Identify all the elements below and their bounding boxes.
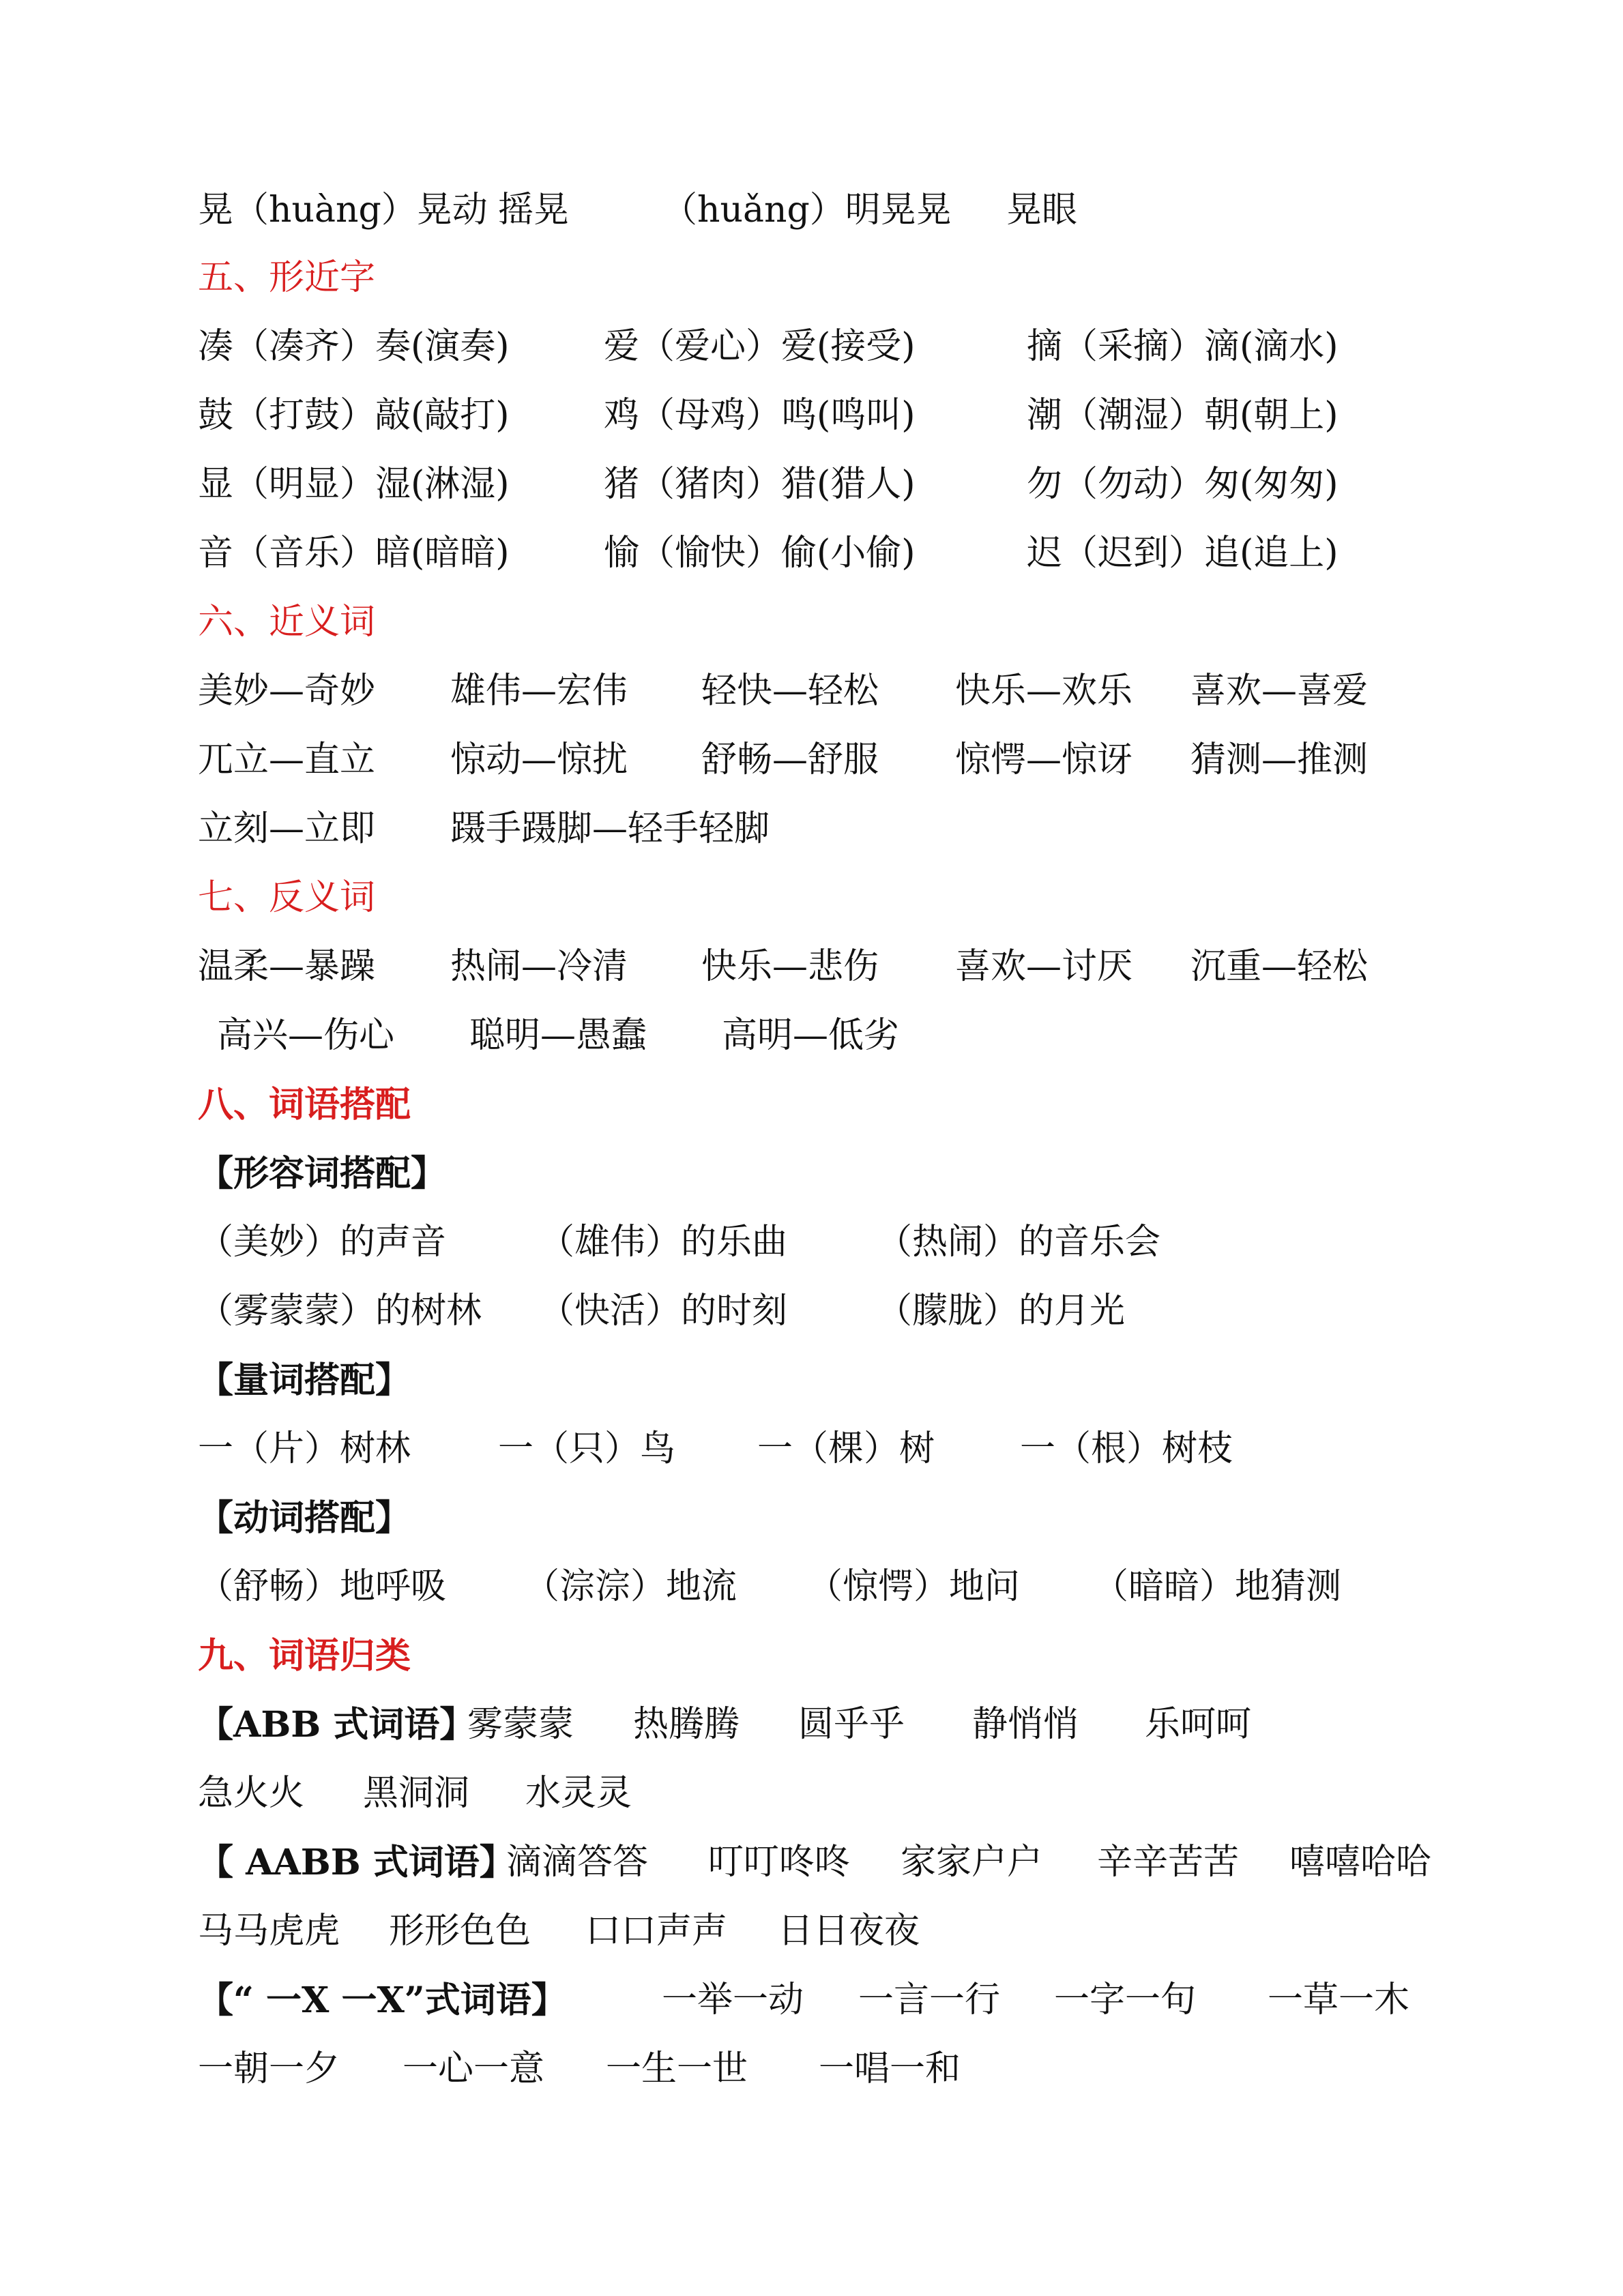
polyphone-item: 晃眼 <box>1006 190 1078 231</box>
abb-word: 乐呵呵 <box>1145 1704 1252 1745</box>
collocation-item: 一（只）鸟 <box>498 1428 676 1469</box>
aabb-word: 马马虎虎 <box>198 1911 340 1952</box>
yx-word: 一心一意 <box>403 2048 545 2089</box>
polyphone-item: 晃（huàng）晃动 <box>198 190 488 231</box>
collocation-item: （美妙）的声音 <box>198 1222 447 1263</box>
synonym-pair: 喜欢—喜爱 <box>1190 671 1369 711</box>
similar-chars-item: 勿（勿动）匆(匆匆) <box>1027 464 1339 505</box>
abb-word: 热腾腾 <box>633 1704 740 1745</box>
similar-chars-item: 爱（爱心）爱(接受) <box>604 326 916 367</box>
synonym-pair: 猜测—推测 <box>1190 739 1369 780</box>
antonym-pair: 高兴—伤心 <box>217 1015 395 1056</box>
antonym-pair: 温柔—暴躁 <box>198 946 376 987</box>
antonym-pair: 快乐—悲伤 <box>701 946 879 987</box>
similar-chars-item: 鼓（打鼓）敲(敲打) <box>198 395 510 436</box>
collocation-item: （朦胧）的月光 <box>877 1291 1126 1331</box>
synonym-pair: 轻快—轻松 <box>701 671 879 711</box>
similar-chars-item: 潮（潮湿）朝(朝上) <box>1027 395 1339 436</box>
abb-word: 静悄悄 <box>972 1704 1079 1745</box>
antonym-pair: 聪明—愚蠢 <box>469 1015 647 1056</box>
antonym-pair: 喜欢—讨厌 <box>955 946 1133 987</box>
collocation-item: 一（棵）树 <box>757 1428 935 1469</box>
yx-word: 一举一动 <box>662 1979 804 2020</box>
verb-collocation-label: 【动词搭配】 <box>198 1497 411 1539</box>
similar-chars-item: 凑（凑齐）奏(演奏) <box>198 326 510 367</box>
collocation-item: （舒畅）地呼吸 <box>198 1566 447 1607</box>
yx-word: 一朝一夕 <box>198 2048 340 2089</box>
aabb-label: 【 AABB 式词语】 <box>198 1842 515 1883</box>
adj-collocation-label: 【形容词搭配】 <box>198 1153 447 1194</box>
similar-chars-item: 鸡（母鸡）鸣(鸣叫) <box>604 395 916 436</box>
aabb-word: 辛辛苦苦 <box>1097 1842 1240 1883</box>
abb-word: 雾蒙蒙 <box>467 1704 574 1745</box>
synonym-pair: 蹑手蹑脚—轻手轻脚 <box>450 808 770 849</box>
synonym-pair: 惊愕—惊讶 <box>955 739 1133 780</box>
similar-chars-item: 音（音乐）暗(暗暗) <box>198 533 510 574</box>
yx-label: 【“ 一X 一X”式词语】 <box>198 1979 567 2021</box>
section-title-word-classification: 九、词语归类 <box>198 1635 411 1677</box>
synonym-pair: 美妙—奇妙 <box>198 671 376 711</box>
aabb-word: 家家户户 <box>901 1842 1043 1883</box>
yx-word: 一字一句 <box>1054 1979 1197 2020</box>
section-title-similar-chars: 五、形近字 <box>198 257 376 298</box>
collocation-item: （雾蒙蒙）的树林 <box>198 1291 482 1331</box>
aabb-word: 滴滴答答 <box>506 1842 649 1883</box>
abb-word: 急火火 <box>198 1773 305 1814</box>
aabb-word: 口口声声 <box>585 1911 728 1952</box>
synonym-pair: 快乐—欢乐 <box>955 671 1133 711</box>
abb-label: 【ABB 式词语】 <box>198 1704 476 1746</box>
collocation-item: （惊愕）地问 <box>807 1566 1021 1607</box>
similar-chars-item: 迟（迟到）追(追上) <box>1027 533 1339 574</box>
collocation-item: （暗暗）地猜测 <box>1093 1566 1342 1607</box>
collocation-item: （雄伟）的乐曲 <box>539 1222 788 1263</box>
antonym-pair: 热闹—冷清 <box>450 946 628 987</box>
yx-word: 一唱一和 <box>819 2048 961 2089</box>
aabb-word: 叮叮咚咚 <box>708 1842 851 1883</box>
section-title-antonyms: 七、反义词 <box>198 877 376 918</box>
aabb-word: 嘻嘻哈哈 <box>1289 1842 1432 1883</box>
polyphone-item: （huǎng）明晃晃 <box>662 190 952 231</box>
antonym-pair: 高明—低劣 <box>722 1015 900 1056</box>
yx-word: 一言一行 <box>858 1979 1001 2020</box>
yx-word: 一草一木 <box>1268 1979 1410 2020</box>
similar-chars-item: 愉（愉快）偷(小偷) <box>604 533 916 574</box>
antonym-pair: 沉重—轻松 <box>1190 946 1369 987</box>
similar-chars-item: 显（明显）湿(淋湿) <box>198 464 510 505</box>
aabb-word: 形形色色 <box>389 1911 531 1952</box>
abb-word: 圆乎乎 <box>798 1704 905 1745</box>
abb-word: 水灵灵 <box>525 1773 632 1814</box>
similar-chars-item: 摘（采摘）滴(滴水) <box>1027 326 1339 367</box>
synonym-pair: 立刻—立即 <box>198 808 376 849</box>
synonym-pair: 舒畅—舒服 <box>701 739 879 780</box>
synonym-pair: 兀立—直立 <box>198 739 376 780</box>
collocation-item: （快活）的时刻 <box>539 1291 788 1331</box>
abb-word: 黑洞洞 <box>363 1773 470 1814</box>
yx-word: 一生一世 <box>606 2048 748 2089</box>
section-title-synonyms: 六、近义词 <box>198 602 376 643</box>
collocation-item: 一（根）树枝 <box>1020 1428 1233 1469</box>
collocation-item: 一（片）树林 <box>198 1428 411 1469</box>
synonym-pair: 雄伟—宏伟 <box>450 671 628 711</box>
synonym-pair: 惊动—惊扰 <box>450 739 628 780</box>
section-title-collocations: 八、词语搭配 <box>198 1084 411 1125</box>
collocation-item: （热闹）的音乐会 <box>877 1222 1161 1263</box>
collocation-item: （淙淙）地流 <box>524 1566 737 1607</box>
polyphone-item: 摇晃 <box>498 190 570 231</box>
measure-collocation-label: 【量词搭配】 <box>198 1359 411 1401</box>
aabb-word: 日日夜夜 <box>778 1911 920 1952</box>
similar-chars-item: 猪（猪肉）猎(猎人) <box>604 464 916 505</box>
